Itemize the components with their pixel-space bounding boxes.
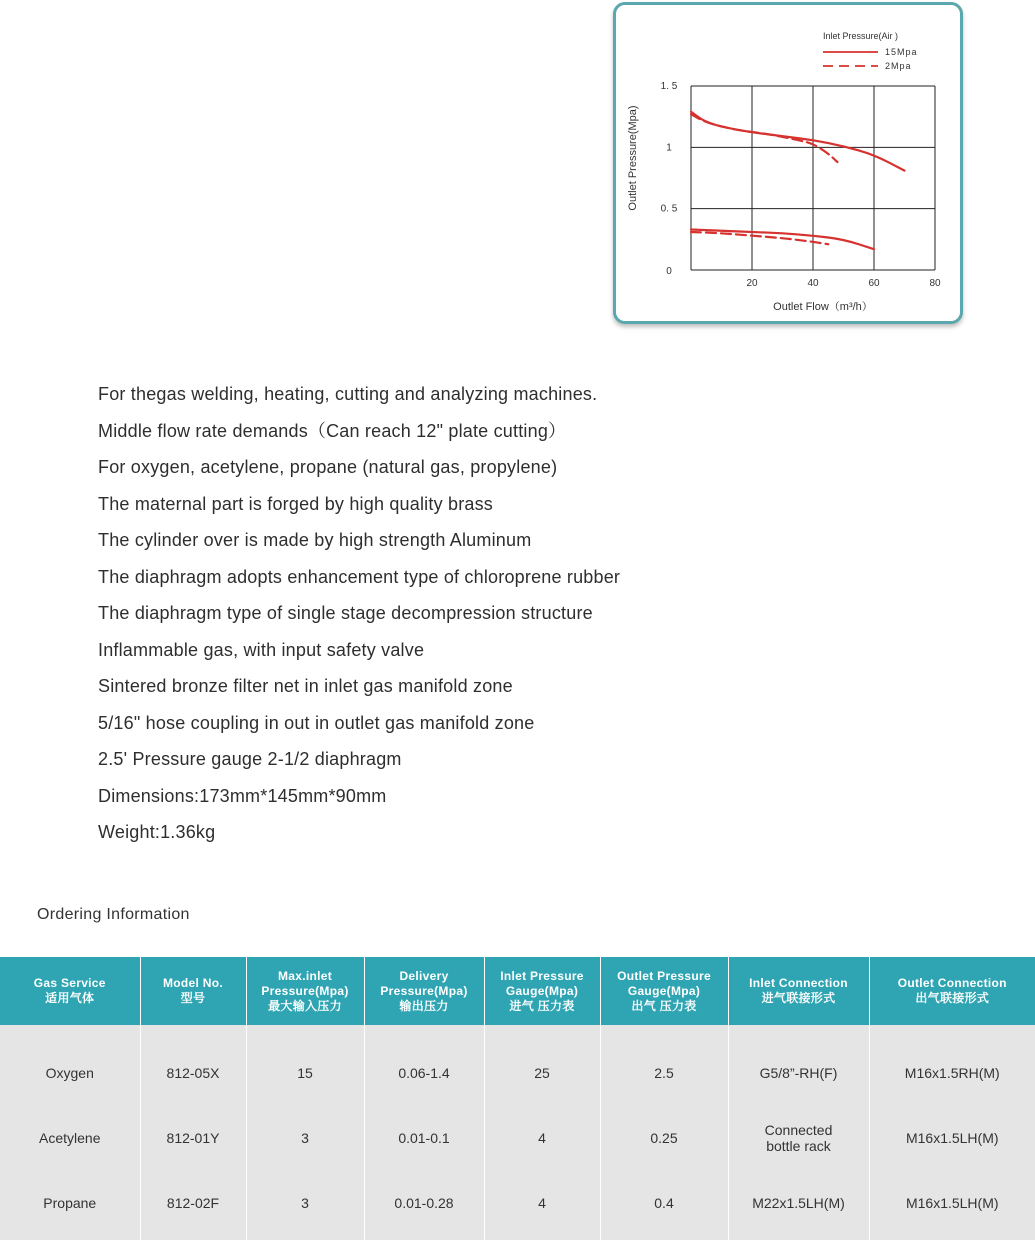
feature-item: Weight:1.36kg: [98, 822, 216, 842]
feature-item: 5/16" hose coupling in out in outlet gas manifold zone: [98, 712, 535, 733]
feature-item: The cylinder over is made by high strength Aluminum: [98, 530, 532, 550]
cell-outlet-connection: M16x1.5LH(M): [905, 1194, 999, 1211]
cell-outlet-connection: M16x1.5RH(M): [904, 1064, 1000, 1081]
ordering-information-title: Ordering Information: [37, 906, 190, 923]
pressure-flow-chart-panel: [613, 2, 963, 324]
cell-delivery: 0.01-0.28: [364, 1170, 484, 1240]
y-axis-label: Outlet Pressure(Mpa): [627, 105, 639, 211]
feature-item: The diaphragm type of single stage decompression structure: [98, 603, 593, 623]
series-line-2mpa: [691, 114, 837, 162]
x-tick-label: 40: [807, 278, 819, 289]
cell-delivery: 0.06-1.4: [364, 1025, 484, 1105]
feature-item: Inflammable gas, with input safety valve: [98, 639, 425, 660]
feature-item: 2.5' Pressure gauge 2-1/2 diaphragm: [98, 749, 402, 769]
feature-item: The maternal part is forged by high quality brass: [98, 493, 493, 514]
y-tick-label: 0. 5: [660, 203, 678, 215]
feature-list: [98, 380, 620, 855]
y-tick-label: 0: [666, 266, 672, 277]
cell-model: 812-01Y: [140, 1105, 246, 1170]
column-header-model-no: Model No. 型号: [140, 957, 246, 1025]
feature-item: The diaphragm adopts enhancement type of chloroprene rubber: [98, 566, 621, 587]
cell-outlet-connection: M16x1.5LH(M): [905, 1129, 999, 1146]
feature-item: For thegas welding, heating, cutting and analyzing machines.: [98, 384, 598, 404]
table-header-row: [0, 957, 1035, 1025]
cell-gas: Acetylene: [0, 1105, 140, 1170]
cell-inlet-gauge: 4: [484, 1170, 600, 1240]
series-line-2mpa: [691, 232, 828, 244]
column-header-outlet-gauge: Outlet Pressure Gauge(Mpa) 出气 压力表: [600, 957, 728, 1025]
x-axis-label: Outlet Flow（m³/h）: [773, 301, 873, 313]
ordering-table: [0, 957, 1035, 1240]
feature-item: Middle flow rate demands（Can reach 12" plate cutting）: [98, 420, 567, 441]
cell-inlet-connection: Connected bottle rack: [728, 1105, 869, 1170]
y-tick-label: 1. 5: [660, 81, 678, 92]
cell-outlet-gauge: 0.4: [600, 1170, 728, 1240]
y-tick-label: 1: [666, 142, 672, 154]
column-header-delivery: Delivery Pressure(Mpa) 输出压力: [364, 957, 484, 1025]
column-header-outlet-connection: Outlet Connection 出气联接形式: [869, 957, 1035, 1025]
legend-label: 15Mpa: [885, 47, 918, 57]
cell-max-inlet: 3: [246, 1170, 364, 1240]
column-header-inlet-connection: Inlet Connection 进气联接形式: [728, 957, 869, 1025]
cell-delivery: 0.01-0.1: [364, 1105, 484, 1170]
feature-item: Dimensions:173mm*145mm*90mm: [98, 785, 387, 806]
table-row: [0, 1170, 1035, 1240]
column-header-gas-service: Gas Service 适用气体: [0, 957, 140, 1025]
x-tick-label: 20: [746, 278, 758, 289]
cell-model: 812-02F: [140, 1170, 246, 1240]
x-tick-label: 80: [929, 278, 941, 289]
column-header-inlet-gauge: Inlet Pressure Gauge(Mpa) 进气 压力表: [484, 957, 600, 1025]
cell-inlet-connection: M22x1.5LH(M): [728, 1170, 869, 1240]
x-tick-label: 60: [868, 278, 880, 289]
cell-gas: Oxygen: [0, 1025, 140, 1105]
cell-outlet-gauge: 2.5: [600, 1025, 728, 1105]
feature-item: Sintered bronze filter net in inlet gas manifold zone: [98, 676, 513, 696]
pressure-flow-chart: [616, 5, 960, 321]
cell-inlet-gauge: 25: [484, 1025, 600, 1105]
cell-max-inlet: 3: [246, 1105, 364, 1170]
feature-item: For oxygen, acetylene, propane (natural gas, propylene): [98, 457, 558, 477]
legend-title: Inlet Pressure(Air ): [823, 31, 899, 41]
cell-outlet-gauge: 0.25: [600, 1105, 728, 1170]
cell-gas: Propane: [0, 1170, 140, 1240]
table-row: [0, 1025, 1035, 1105]
cell-inlet-gauge: 4: [484, 1105, 600, 1170]
table-row: [0, 1105, 1035, 1170]
column-header-max-inlet: Max.inlet Pressure(Mpa) 最大输入压力: [246, 957, 364, 1025]
cell-inlet-connection: G5/8”-RH(F): [728, 1025, 869, 1105]
cell-model: 812-05X: [140, 1025, 246, 1105]
legend-label: 2Mpa: [885, 61, 912, 71]
cell-max-inlet: 15: [246, 1025, 364, 1105]
